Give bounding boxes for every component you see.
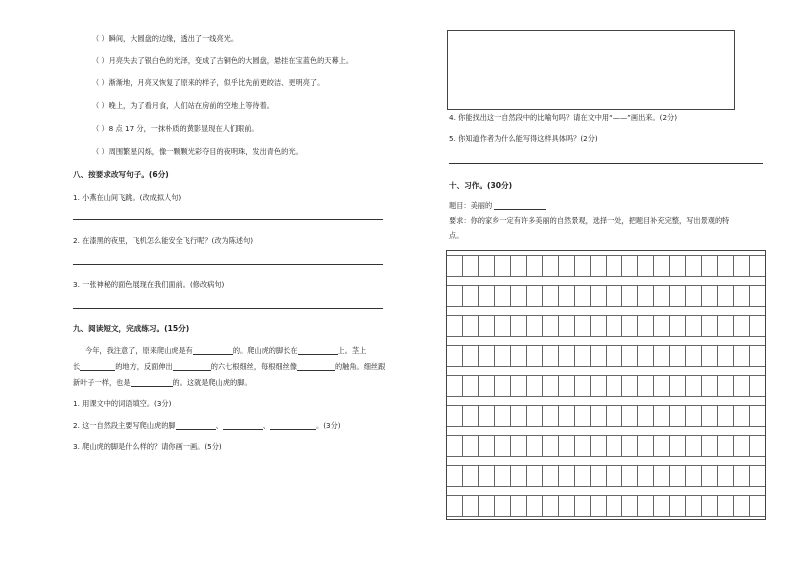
grid-cell[interactable] xyxy=(479,465,495,487)
grid-cell[interactable] xyxy=(591,465,607,487)
grid-cell[interactable] xyxy=(607,375,623,397)
grid-cell[interactable] xyxy=(686,465,702,487)
passage-line xyxy=(85,346,366,355)
separator: 、 xyxy=(215,421,223,430)
passage-text: 的。这就是爬山虎的脚。 xyxy=(172,378,252,387)
grid-cell[interactable] xyxy=(702,435,718,457)
grid-cell[interactable] xyxy=(702,255,718,277)
grid-cell[interactable] xyxy=(607,465,623,487)
grid-cell[interactable] xyxy=(591,315,607,337)
grid-cell[interactable] xyxy=(591,255,607,277)
grid-cell[interactable] xyxy=(670,255,686,277)
list-item: （ ）晚上，为了看月食，人们站在房前的空地上等待着。 xyxy=(92,101,274,110)
topic-blank[interactable] xyxy=(494,201,546,210)
grid-cell[interactable] xyxy=(495,405,511,427)
grid-cell[interactable] xyxy=(734,315,750,337)
grid-row xyxy=(447,255,765,277)
grid-cell[interactable] xyxy=(511,405,527,427)
grid-row xyxy=(447,435,765,457)
grid-cell[interactable] xyxy=(511,495,527,517)
list-item: （ ）8 点 17 分，一抹朴质的黄影显现在人们眼前。 xyxy=(92,124,259,133)
grid-cell[interactable] xyxy=(575,405,591,427)
grid-cell[interactable] xyxy=(463,285,479,307)
grid-cell[interactable] xyxy=(447,465,463,487)
grid-cell[interactable] xyxy=(638,255,654,277)
grid-cell[interactable] xyxy=(654,375,670,397)
fill-blank[interactable] xyxy=(80,362,115,371)
grid-cell[interactable] xyxy=(463,495,479,517)
grid-cell[interactable] xyxy=(702,345,718,367)
answer-line[interactable] xyxy=(449,163,763,164)
grid-cell[interactable] xyxy=(686,315,702,337)
grid-cell[interactable] xyxy=(718,435,734,457)
grid-cell[interactable] xyxy=(670,375,686,397)
section-title: 九、阅读短文，完成练习。(15分) xyxy=(73,324,190,333)
grid-cell[interactable] xyxy=(686,285,702,307)
question: 3. 一张神秘的面色展现在我们面前。(修改病句) xyxy=(73,280,225,289)
grid-cell[interactable] xyxy=(479,285,495,307)
grid-cell[interactable] xyxy=(527,315,543,337)
list-item: （ ）月亮失去了银白色的光泽，变成了古铜色的大圆盘，悬挂在宝蓝色的天幕上。 xyxy=(92,56,354,65)
grid-cell[interactable] xyxy=(654,405,670,427)
grid-cell[interactable] xyxy=(718,255,734,277)
fill-blank[interactable] xyxy=(131,378,173,387)
grid-cell[interactable] xyxy=(670,405,686,427)
passage-text: 长 xyxy=(73,362,81,371)
grid-cell[interactable] xyxy=(543,405,559,427)
grid-cell[interactable] xyxy=(543,495,559,517)
grid-cell[interactable] xyxy=(527,435,543,457)
grid-cell[interactable] xyxy=(463,435,479,457)
grid-cell[interactable] xyxy=(527,345,543,367)
grid-cell[interactable] xyxy=(559,435,575,457)
grid-cell[interactable] xyxy=(718,315,734,337)
grid-cell[interactable] xyxy=(702,405,718,427)
grid-cell[interactable] xyxy=(463,345,479,367)
grid-cell[interactable] xyxy=(638,435,654,457)
grid-cell[interactable] xyxy=(447,405,463,427)
grid-row xyxy=(447,315,765,337)
grid-cell[interactable] xyxy=(511,285,527,307)
fill-blank[interactable] xyxy=(270,421,316,430)
grid-cell[interactable] xyxy=(543,255,559,277)
grid-cell[interactable] xyxy=(575,465,591,487)
grid-row xyxy=(447,495,765,517)
answer-line[interactable] xyxy=(73,219,383,220)
grid-cell[interactable] xyxy=(670,435,686,457)
grid-cell[interactable] xyxy=(718,285,734,307)
grid-cell[interactable] xyxy=(734,255,750,277)
grid-cell[interactable] xyxy=(622,405,638,427)
question xyxy=(73,421,341,430)
grid-cell[interactable] xyxy=(702,375,718,397)
section-title: 八、按要求改写句子。(6分) xyxy=(73,170,169,179)
composition-grid[interactable] xyxy=(446,250,766,520)
grid-cell[interactable] xyxy=(527,495,543,517)
question: 3. 爬山虎的脚是什么样的？请你画一画。(5分) xyxy=(73,442,222,451)
grid-cell[interactable] xyxy=(750,345,765,367)
fill-blank[interactable] xyxy=(297,362,335,371)
grid-cell[interactable] xyxy=(447,285,463,307)
fill-blank[interactable] xyxy=(223,421,263,430)
grid-cell[interactable] xyxy=(495,375,511,397)
grid-cell[interactable] xyxy=(654,465,670,487)
grid-cell[interactable] xyxy=(463,375,479,397)
passage-text: 今年，我注意了，原来爬山虎是有 xyxy=(85,346,193,355)
grid-cell[interactable] xyxy=(575,255,591,277)
grid-cell[interactable] xyxy=(447,255,463,277)
grid-cell[interactable] xyxy=(734,285,750,307)
grid-cell[interactable] xyxy=(479,405,495,427)
grid-cell[interactable] xyxy=(670,285,686,307)
grid-cell[interactable] xyxy=(670,345,686,367)
grid-cell[interactable] xyxy=(622,315,638,337)
grid-cell[interactable] xyxy=(638,315,654,337)
grid-cell[interactable] xyxy=(750,435,765,457)
grid-cell[interactable] xyxy=(622,435,638,457)
grid-cell[interactable] xyxy=(559,405,575,427)
grid-cell[interactable] xyxy=(686,345,702,367)
grid-cell[interactable] xyxy=(463,315,479,337)
grid-cell[interactable] xyxy=(734,345,750,367)
passage-text: 的六七根细丝，每根细丝像 xyxy=(210,362,297,371)
question: 2. 在漆黑的夜里，飞机怎么能安全飞行呢？(改为陈述句) xyxy=(73,236,254,245)
answer-line[interactable] xyxy=(73,264,383,265)
passage-text: 上。茎上 xyxy=(337,346,367,355)
grid-cell[interactable] xyxy=(559,465,575,487)
grid-cell[interactable] xyxy=(527,405,543,427)
grid-cell[interactable] xyxy=(543,375,559,397)
grid-cell[interactable] xyxy=(511,465,527,487)
grid-cell[interactable] xyxy=(607,285,623,307)
requirement-text: 点。 xyxy=(449,231,464,240)
grid-cell[interactable] xyxy=(654,345,670,367)
grid-cell[interactable] xyxy=(734,495,750,517)
grid-cell[interactable] xyxy=(686,405,702,427)
grid-cell[interactable] xyxy=(638,345,654,367)
grid-cell[interactable] xyxy=(702,495,718,517)
grid-cell[interactable] xyxy=(702,315,718,337)
passage-line xyxy=(73,362,385,371)
grid-cell[interactable] xyxy=(638,285,654,307)
grid-cell[interactable] xyxy=(495,255,511,277)
question: 1. 小燕在山间飞跳。(改成拟人句) xyxy=(73,193,182,202)
grid-cell[interactable] xyxy=(543,315,559,337)
grid-cell[interactable] xyxy=(638,495,654,517)
grid-cell[interactable] xyxy=(750,465,765,487)
grid-cell[interactable] xyxy=(479,375,495,397)
grid-cell[interactable] xyxy=(638,405,654,427)
grid-cell[interactable] xyxy=(607,345,623,367)
grid-cell[interactable] xyxy=(511,345,527,367)
grid-cell[interactable] xyxy=(463,465,479,487)
grid-cell[interactable] xyxy=(622,285,638,307)
fill-blank[interactable] xyxy=(193,346,233,355)
grid-cell[interactable] xyxy=(543,285,559,307)
grid-cell[interactable] xyxy=(607,315,623,337)
grid-cell[interactable] xyxy=(622,495,638,517)
list-item: （ ）周围繁星闪烁，像一颗颗光彩夺目的夜明珠，发出青色的光。 xyxy=(92,147,303,156)
grid-cell[interactable] xyxy=(511,375,527,397)
grid-row xyxy=(447,375,765,397)
grid-cell[interactable] xyxy=(686,375,702,397)
fill-blank[interactable] xyxy=(298,346,338,355)
question: 1. 用课文中的词语填空。(3分) xyxy=(73,399,172,408)
grid-cell[interactable] xyxy=(638,375,654,397)
grid-cell[interactable] xyxy=(559,285,575,307)
grid-cell[interactable] xyxy=(750,405,765,427)
question-text: 2. 这一自然段主要写爬山虎的脚 xyxy=(73,421,176,430)
grid-cell[interactable] xyxy=(622,345,638,367)
grid-cell[interactable] xyxy=(447,375,463,397)
requirement-text: 要求：你的家乡一定有许多美丽的自然景观，选择一处，把题目补充完整，写出景观的特 xyxy=(449,216,730,225)
topic-line xyxy=(449,201,546,210)
question: 5. 你知道作者为什么能写得这样具体吗？(2分) xyxy=(449,134,598,143)
grid-cell[interactable] xyxy=(575,435,591,457)
grid-cell[interactable] xyxy=(654,315,670,337)
grid-cell[interactable] xyxy=(479,255,495,277)
grid-cell[interactable] xyxy=(447,315,463,337)
grid-cell[interactable] xyxy=(559,375,575,397)
grid-cell[interactable] xyxy=(575,285,591,307)
grid-cell[interactable] xyxy=(734,435,750,457)
grid-cell[interactable] xyxy=(591,495,607,517)
fill-blank[interactable] xyxy=(176,421,216,430)
grid-cell[interactable] xyxy=(734,405,750,427)
grid-cell[interactable] xyxy=(479,435,495,457)
grid-cell[interactable] xyxy=(527,285,543,307)
grid-cell[interactable] xyxy=(575,495,591,517)
grid-cell[interactable] xyxy=(575,375,591,397)
grid-cell[interactable] xyxy=(511,435,527,457)
grid-cell[interactable] xyxy=(511,255,527,277)
grid-cell[interactable] xyxy=(447,495,463,517)
grid-cell[interactable] xyxy=(591,405,607,427)
passage-text: 新叶子一样，也是 xyxy=(73,378,131,387)
grid-cell[interactable] xyxy=(607,405,623,427)
grid-cell[interactable] xyxy=(654,435,670,457)
grid-cell[interactable] xyxy=(495,465,511,487)
grid-cell[interactable] xyxy=(591,345,607,367)
grid-cell[interactable] xyxy=(479,495,495,517)
grid-cell[interactable] xyxy=(543,465,559,487)
grid-cell[interactable] xyxy=(543,435,559,457)
grid-row xyxy=(447,285,765,307)
section-title: 十、习作。(30分) xyxy=(449,181,513,190)
grid-cell[interactable] xyxy=(670,465,686,487)
grid-cell[interactable] xyxy=(718,495,734,517)
grid-cell[interactable] xyxy=(718,405,734,427)
grid-cell[interactable] xyxy=(622,375,638,397)
grid-cell[interactable] xyxy=(495,495,511,517)
grid-cell[interactable] xyxy=(654,285,670,307)
grid-cell[interactable] xyxy=(447,345,463,367)
grid-cell[interactable] xyxy=(495,285,511,307)
grid-cell[interactable] xyxy=(575,315,591,337)
grid-cell[interactable] xyxy=(495,315,511,337)
passage-text: 的地方，反面伸出 xyxy=(115,362,173,371)
grid-cell[interactable] xyxy=(591,375,607,397)
grid-cell[interactable] xyxy=(686,435,702,457)
grid-cell[interactable] xyxy=(527,375,543,397)
grid-cell[interactable] xyxy=(463,405,479,427)
grid-cell[interactable] xyxy=(575,345,591,367)
list-item: （ ）渐渐地，月亮又恢复了原来的样子，似乎比先前更皎洁、更明亮了。 xyxy=(92,78,325,87)
grid-cell[interactable] xyxy=(463,255,479,277)
question-text: 。(3分) xyxy=(316,421,341,430)
fill-blank[interactable] xyxy=(173,362,211,371)
drawing-box[interactable] xyxy=(447,30,735,110)
grid-cell[interactable] xyxy=(670,315,686,337)
grid-cell[interactable] xyxy=(543,345,559,367)
grid-cell[interactable] xyxy=(750,495,765,517)
grid-cell[interactable] xyxy=(622,255,638,277)
question: 4. 你能找出这一自然段中的比喻句吗？请在文中用“——”画出来。(2分) xyxy=(449,113,678,122)
grid-cell[interactable] xyxy=(718,345,734,367)
passage-line xyxy=(73,378,252,387)
separator: 、 xyxy=(262,421,270,430)
grid-row xyxy=(447,405,765,427)
grid-row xyxy=(447,345,765,367)
grid-cell[interactable] xyxy=(622,465,638,487)
grid-cell[interactable] xyxy=(750,315,765,337)
passage-text: 的触角。细丝跟 xyxy=(334,362,386,371)
list-item: （ ）瞬间，大圆盘的边缘，透出了一线亮光。 xyxy=(92,34,239,43)
grid-cell[interactable] xyxy=(495,345,511,367)
grid-cell[interactable] xyxy=(479,345,495,367)
grid-cell[interactable] xyxy=(559,255,575,277)
grid-cell[interactable] xyxy=(479,315,495,337)
grid-cell[interactable] xyxy=(750,255,765,277)
grid-row xyxy=(447,465,765,487)
grid-cell[interactable] xyxy=(702,285,718,307)
grid-cell[interactable] xyxy=(591,285,607,307)
grid-cell[interactable] xyxy=(559,315,575,337)
grid-cell[interactable] xyxy=(718,465,734,487)
grid-cell[interactable] xyxy=(495,435,511,457)
grid-cell[interactable] xyxy=(654,255,670,277)
grid-cell[interactable] xyxy=(654,495,670,517)
grid-cell[interactable] xyxy=(638,465,654,487)
grid-cell[interactable] xyxy=(750,285,765,307)
grid-cell[interactable] xyxy=(750,375,765,397)
grid-cell[interactable] xyxy=(734,375,750,397)
grid-cell[interactable] xyxy=(527,255,543,277)
grid-cell[interactable] xyxy=(559,495,575,517)
grid-cell[interactable] xyxy=(511,315,527,337)
grid-cell[interactable] xyxy=(718,375,734,397)
topic-label: 题目：美丽的 xyxy=(449,201,493,210)
grid-cell[interactable] xyxy=(607,495,623,517)
grid-cell[interactable] xyxy=(607,255,623,277)
grid-cell[interactable] xyxy=(527,465,543,487)
answer-line[interactable] xyxy=(73,308,383,309)
grid-cell[interactable] xyxy=(686,255,702,277)
grid-cell[interactable] xyxy=(686,495,702,517)
grid-cell[interactable] xyxy=(734,465,750,487)
grid-cell[interactable] xyxy=(591,435,607,457)
grid-cell[interactable] xyxy=(447,435,463,457)
grid-cell[interactable] xyxy=(670,495,686,517)
passage-text: 的。爬山虎的脚长在 xyxy=(232,346,298,355)
grid-cell[interactable] xyxy=(702,465,718,487)
grid-cell[interactable] xyxy=(607,435,623,457)
grid-cell[interactable] xyxy=(559,345,575,367)
